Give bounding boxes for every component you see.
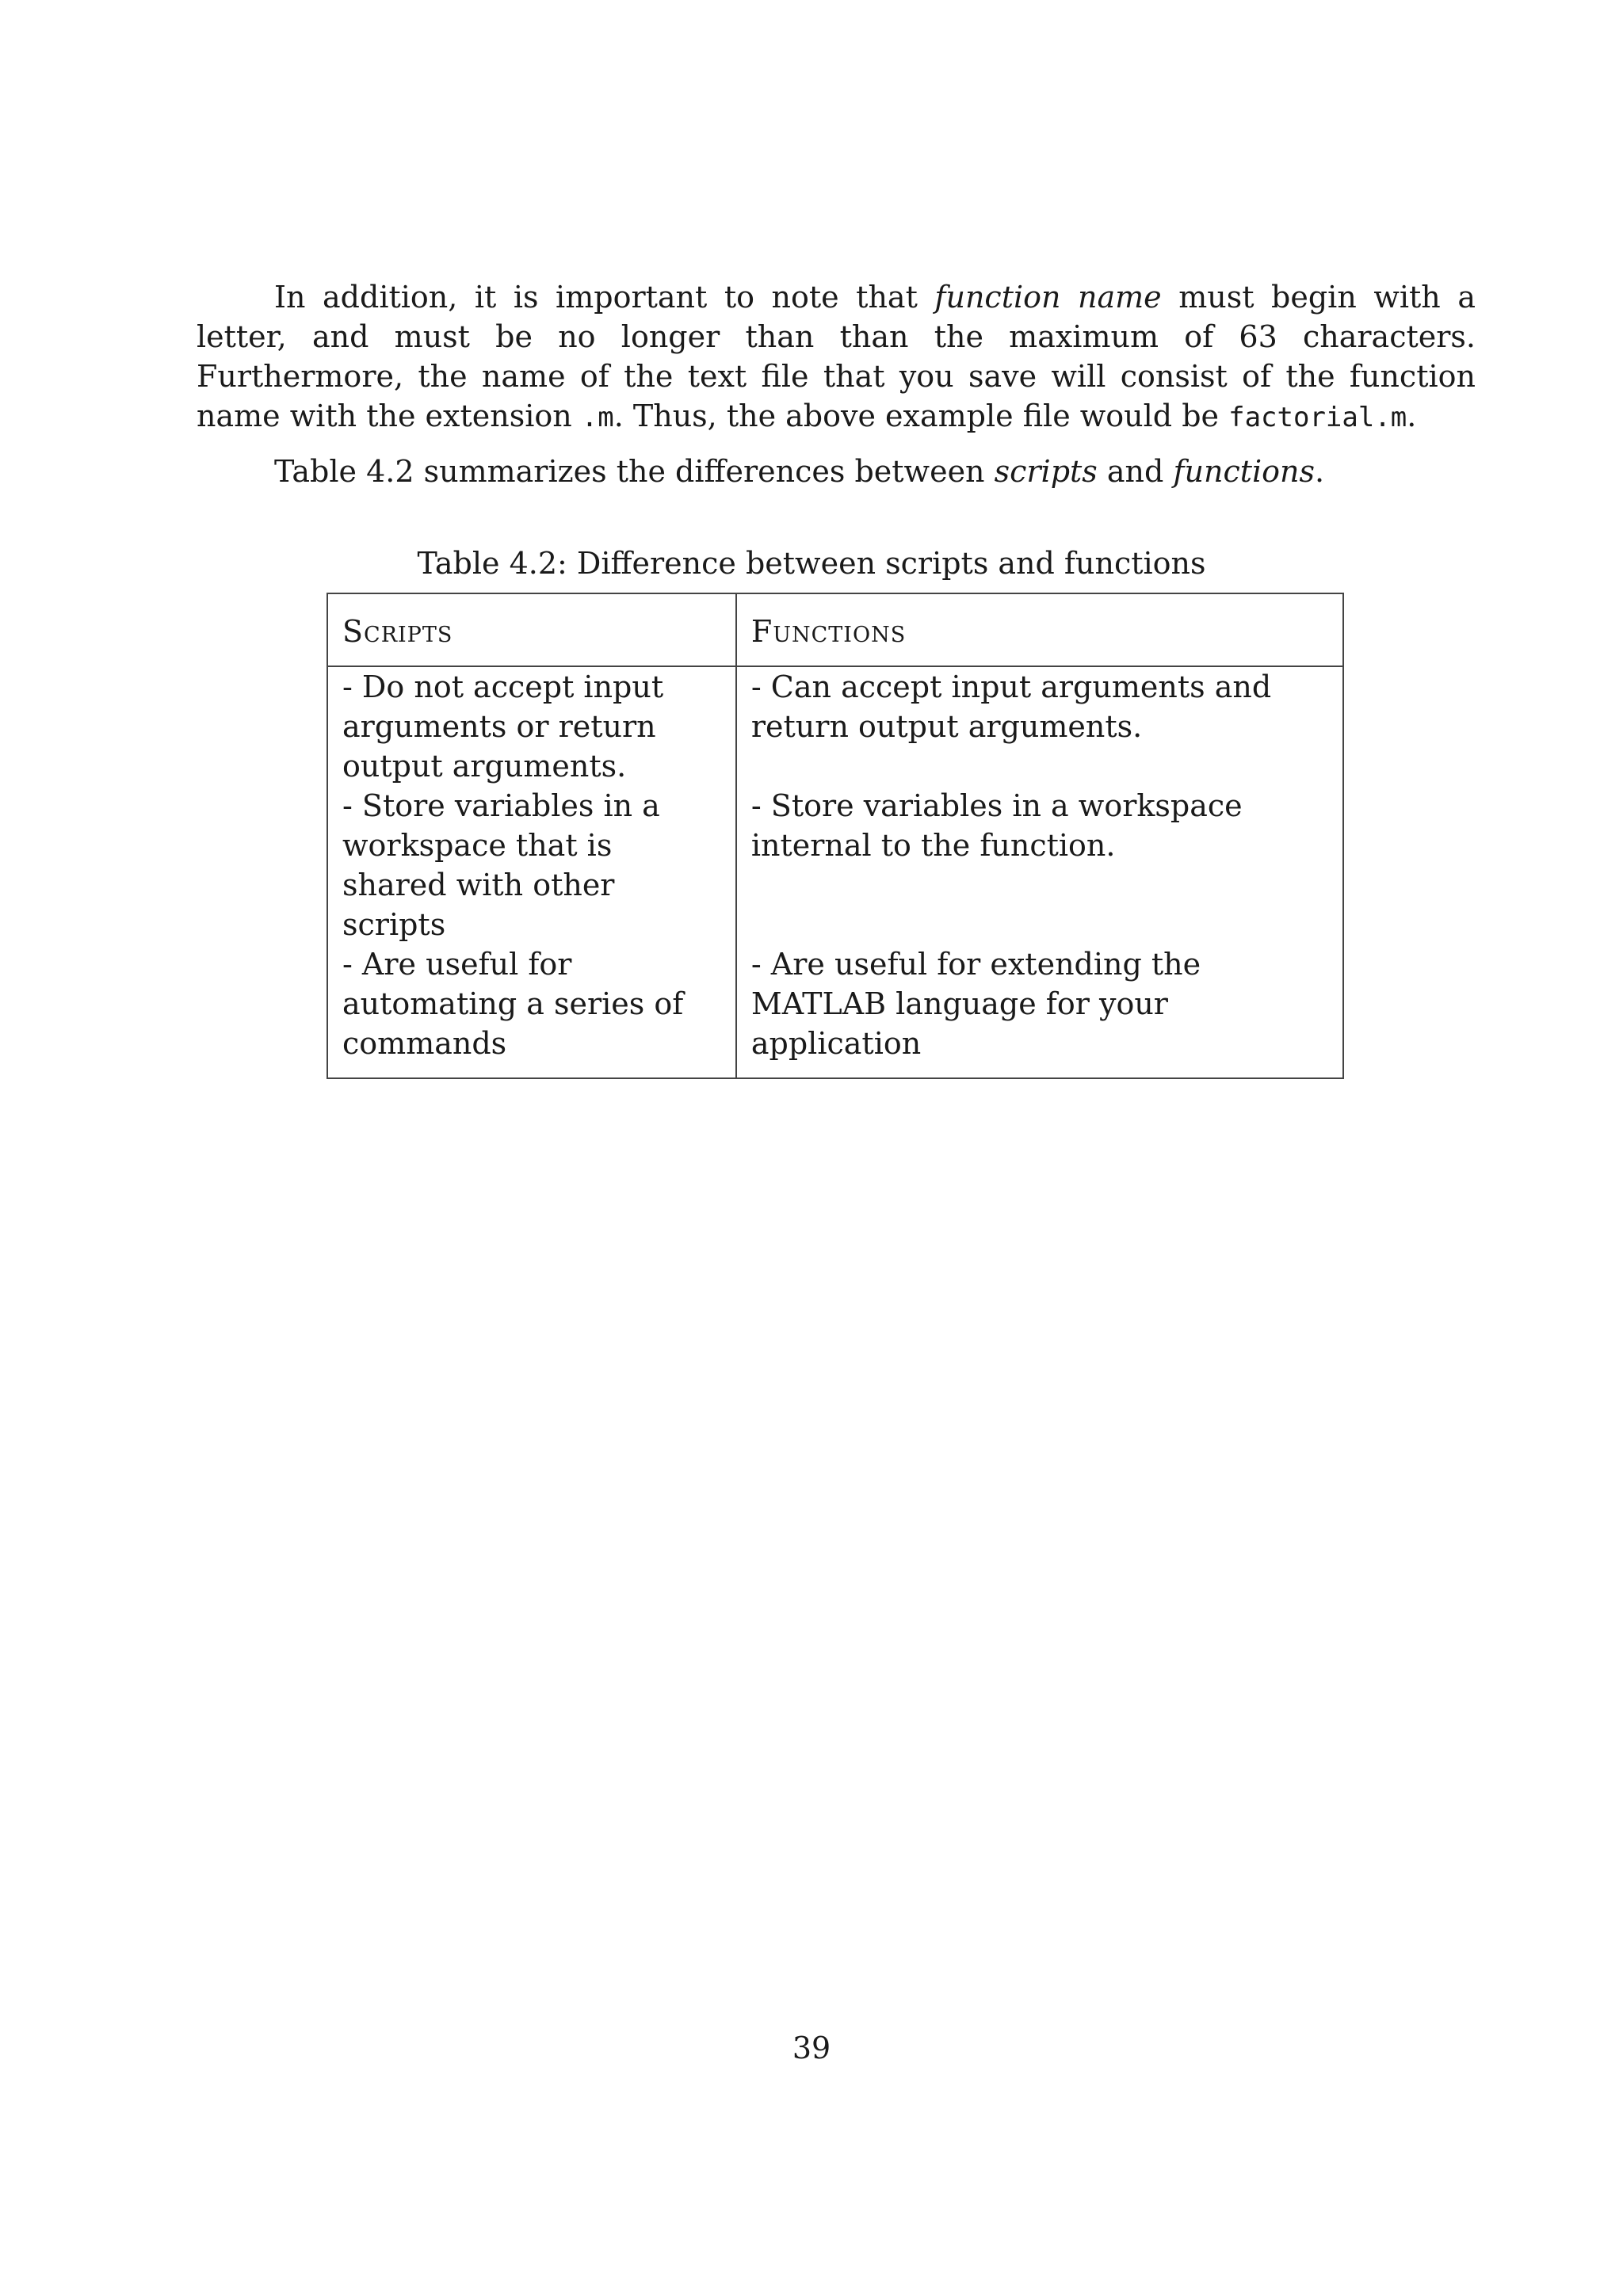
table-header-row (327, 593, 1343, 666)
emphasis-scripts: scripts (994, 454, 1098, 489)
column-header-functions: Functions (736, 593, 1343, 666)
text-run: . (1315, 454, 1325, 489)
text-run: In addition, it is important to note that (274, 280, 935, 315)
paragraph-function-naming (197, 277, 1476, 437)
text-run: Table 4.2 summarizes the differences between (274, 454, 995, 489)
table-cell-functions: - Store variables in a workspace internal to the function. (736, 786, 1343, 944)
comparison-table (327, 593, 1344, 1079)
table-row (327, 666, 1343, 786)
emphasis-functions: functions (1173, 454, 1316, 489)
table-cell-scripts: - Do not accept input arguments or return output arguments. (327, 666, 736, 786)
code-filename: factorial.m (1228, 402, 1407, 433)
table-cell-scripts: - Store variables in a workspace that is shared with other scripts (327, 786, 736, 944)
table-cell-scripts: - Are useful for automating a series of commands (327, 944, 736, 1078)
table-row (327, 786, 1343, 944)
code-extension: .m (581, 402, 614, 433)
text-run: . (1407, 399, 1417, 433)
text-run: must begin with a letter, and must be no longer than than the maximum of 63 characters. Furthermore, the name of the text file that you save will consist of the function name with the extension (197, 280, 1476, 433)
table-caption: Table 4.2: Difference between scripts and functions (417, 546, 1206, 581)
column-header-scripts: Scripts (327, 593, 736, 666)
text-run: and (1097, 454, 1174, 489)
page-number: 39 (792, 2031, 831, 2065)
paragraph-table-intro (197, 452, 1476, 491)
table-cell-functions: - Can accept input arguments and return output arguments. (736, 666, 1343, 786)
table-cell-functions: - Are useful for extending the MATLAB language for your application (736, 944, 1343, 1078)
text-run: . Thus, the above example file would be (613, 399, 1229, 433)
emphasis-function-name: function name (934, 280, 1162, 315)
table-row (327, 944, 1343, 1078)
